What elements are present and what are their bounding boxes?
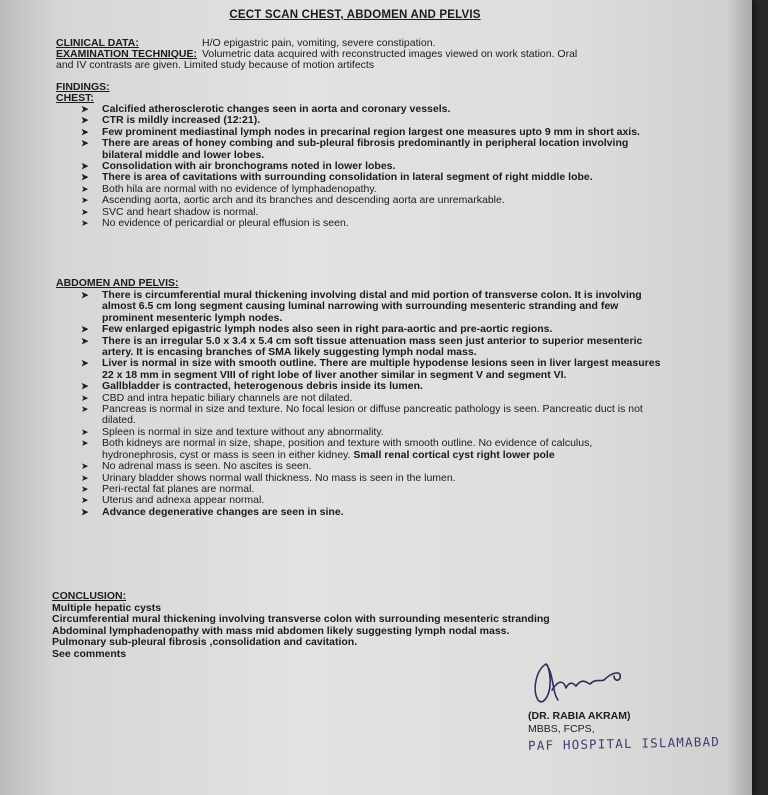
list-item: ➤ Few prominent mediastinal lymph nodes in precarinal region largest one measures upto 9 mm in short axis. xyxy=(81,125,640,138)
conclusion-line: Circumferential mural thickening involving transverse colon with surrounding mesenteric stranding xyxy=(52,613,550,626)
conclusion-line: Multiple hepatic cysts xyxy=(52,602,162,614)
list-item: ➤ Calcified atherosclerotic changes seen in aorta and coronary vessels. xyxy=(81,103,451,115)
list-item: ➤ Consolidation with air bronchograms noted in lower lobes. xyxy=(81,160,396,173)
arrow-bullet-icon: ➤ xyxy=(81,290,89,300)
clinical-data-value: H/O epigastric pain, vomiting, severe constipation. xyxy=(202,37,436,49)
report-title: CECT SCAN CHEST, ABDOMEN AND PELVIS xyxy=(229,9,481,21)
abdomen-heading: ABDOMEN AND PELVIS: xyxy=(56,277,179,289)
page-edge-shadow xyxy=(726,0,752,795)
arrow-bullet-icon: ➤ xyxy=(81,195,89,206)
doctor-qualifications: MBBS, FCPS, xyxy=(528,722,595,735)
list-item: ➤ Peri-rectal fat planes are normal. xyxy=(81,482,255,495)
doctor-name: (DR. RABIA AKRAM) xyxy=(528,710,631,722)
conclusion-block xyxy=(52,603,550,660)
list-item: ➤ Advance degenerative changes are seen in sine. xyxy=(81,505,344,518)
list-item: ➤ CBD and intra hepatic biliary channels are not dilated. xyxy=(81,391,353,404)
examination-label: EXAMINATION TECHNIQUE: xyxy=(56,48,197,60)
arrow-bullet-icon: ➤ xyxy=(81,472,89,483)
arrow-bullet-icon: ➤ xyxy=(81,506,89,517)
abdomen-findings-list xyxy=(81,290,666,518)
arrow-bullet-icon: ➤ xyxy=(81,115,89,126)
arrow-bullet-icon: ➤ xyxy=(81,426,89,437)
list-item: ➤ Urinary bladder shows normal wall thickness. No mass is seen in the lumen. xyxy=(81,471,456,484)
list-item: ➤ Uterus and adnexa appear normal. xyxy=(81,494,265,507)
arrow-bullet-icon: ➤ xyxy=(81,104,89,114)
list-item: ➤ Spleen is normal in size and texture without any abnormality. xyxy=(81,425,384,438)
arrow-bullet-icon: ➤ xyxy=(81,161,89,172)
conclusion-line: See comments xyxy=(52,647,127,660)
arrow-bullet-icon: ➤ xyxy=(81,358,89,369)
arrow-bullet-icon: ➤ xyxy=(81,172,89,183)
arrow-bullet-icon: ➤ xyxy=(81,461,89,472)
arrow-bullet-icon: ➤ xyxy=(81,218,89,229)
list-item: ➤ SVC and heart shadow is normal. xyxy=(81,205,259,218)
examination-value-1: Volumetric data acquired with reconstructed images viewed on work station. Oral xyxy=(201,48,578,60)
list-item: ➤ Both kidneys are normal in size, shape, position and texture with smooth outline. No evidence of calculus, hydronephrosis, cyst or mass is seen in either kidney. Small renal cortical cyst right lower pole xyxy=(81,437,593,461)
list-item: ➤ No adrenal mass is seen. No ascites is seen. xyxy=(81,460,312,473)
arrow-bullet-icon: ➤ xyxy=(81,392,89,403)
list-item: ➤ There is an irregular 5.0 x 3.4 x 5.4 cm soft tissue attenuation mass seen just anterior to superior mesenteric artery. It is encasing branches of SMA likely suggesting lymph nodal mass. xyxy=(81,334,643,359)
list-item: ➤ No evidence of pericardial or pleural effusion is seen. xyxy=(81,217,349,230)
kidney-cyst-note: Small renal cortical cyst right lower pole xyxy=(353,448,555,461)
handwritten-hospital-name: PAF HOSPITAL ISLAMABAD xyxy=(527,733,721,754)
arrow-bullet-icon: ➤ xyxy=(81,483,89,494)
arrow-bullet-icon: ➤ xyxy=(81,335,89,346)
arrow-bullet-icon: ➤ xyxy=(81,206,89,217)
conclusion-line: Pulmonary sub-pleural fibrosis ,consolidation and cavitation. xyxy=(52,636,358,649)
list-item: ➤ There is area of cavitations with surrounding consolidation in lateral segment of right middle lobe. xyxy=(81,171,593,184)
handwritten-signature xyxy=(530,656,630,706)
chest-heading: CHEST: xyxy=(56,92,94,104)
list-item: ➤ Few enlarged epigastric lymph nodes also seen in right para-aortic and pre-aortic regions. xyxy=(81,323,553,336)
arrow-bullet-icon: ➤ xyxy=(81,183,89,194)
arrow-bullet-icon: ➤ xyxy=(81,381,89,392)
list-item: ➤ Liver is normal in size with smooth outline. There are multiple hypodense lesions seen in liver largest measures 22 x 18 mm in segment VIII of right lobe of liver another similar in segment V and segment VI. xyxy=(81,357,661,381)
examination-technique xyxy=(56,49,577,72)
arrow-bullet-icon: ➤ xyxy=(81,324,89,335)
list-item: ➤ CTR is mildly increased (12:21). xyxy=(81,114,261,127)
arrow-bullet-icon: ➤ xyxy=(81,495,89,506)
arrow-bullet-icon: ➤ xyxy=(81,404,89,415)
list-item: ➤ Gallbladder is contracted, heterogenous debris inside its lumen. xyxy=(81,380,423,393)
conclusion-heading: CONCLUSION: xyxy=(52,590,127,602)
list-item: ➤ Ascending aorta, aortic arch and its branches and descending aorta are unremarkable. xyxy=(81,194,505,207)
findings-heading: FINDINGS: xyxy=(56,81,110,93)
signature-block xyxy=(528,710,630,735)
arrow-bullet-icon: ➤ xyxy=(81,138,89,149)
list-item: ➤ Pancreas is normal in size and texture. No focal lesion or diffuse pancreatic pathology is seen. Pancreatic duct is not dilated. xyxy=(81,403,643,427)
arrow-bullet-icon: ➤ xyxy=(81,126,89,137)
examination-line-2: and IV contrasts are given. Limited study because of motion artifects xyxy=(56,59,375,72)
list-item: ➤ There are areas of honey combing and sub-pleural fibrosis predominantly in peripheral location involving bilateral middle and lower lobes. xyxy=(81,137,629,161)
arrow-bullet-icon: ➤ xyxy=(81,438,89,449)
clinical-data-label: CLINICAL DATA: xyxy=(56,37,139,49)
list-item: ➤ There is circumferential mural thickening involving distal and mid portion of transverse colon. It is involving almost 6.5 cm long segment causing luminal narrowing with surrounding mesenteric stranding and few prominent mesenteric lymph nodes. xyxy=(81,289,642,324)
list-item: ➤ Both hila are normal with no evidence of lymphadenopathy. xyxy=(81,182,377,195)
conclusion-line: Abdominal lymphadenopathy with mass mid abdomen likely suggesting lymph nodal mass. xyxy=(52,624,510,637)
chest-findings-list xyxy=(81,104,661,229)
